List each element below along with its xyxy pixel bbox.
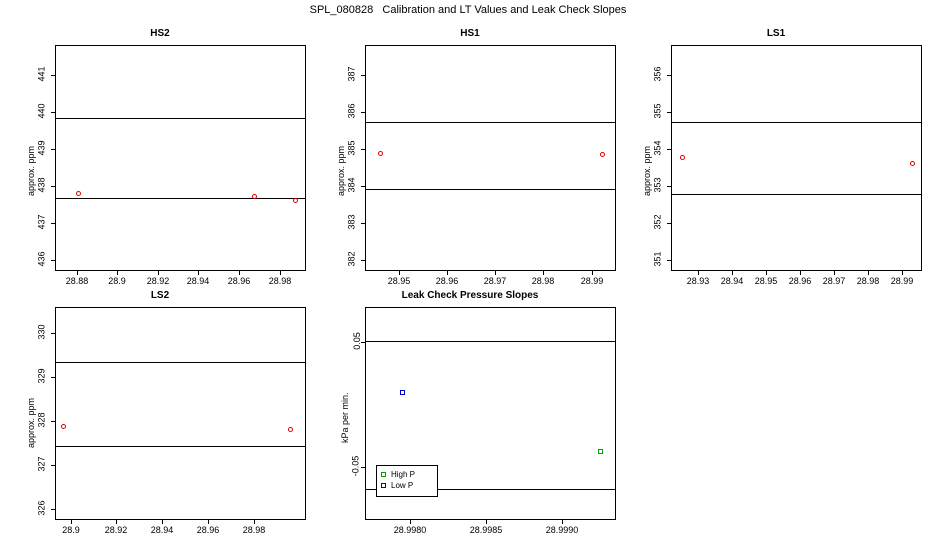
limit-line-upper (366, 341, 615, 342)
y-tick-label: 436 (36, 251, 47, 267)
page-title: SPL_080828 Calibration and LT Values and Leak Check Slopes (309, 4, 627, 16)
data-point (600, 152, 605, 157)
y-tick-label: 387 (346, 66, 357, 82)
y-tick-label: 330 (36, 324, 47, 340)
plot-area-ls1 (671, 45, 922, 271)
x-tick-label: 28.92 (146, 276, 170, 286)
legend-key-low-p (381, 483, 386, 488)
y-tick-label: -0.05 (350, 455, 361, 477)
x-tick-label: 28.94 (150, 525, 174, 535)
panel-hs2 (10, 26, 310, 286)
x-tick-label: 28.99 (580, 276, 604, 286)
legend-entry-low-p (381, 480, 433, 491)
y-axis-label-hs2: approx. ppm (26, 145, 36, 196)
y-tick-label: 351 (652, 251, 663, 267)
x-tick-label: 28.9 (108, 276, 126, 286)
y-tick-label: 383 (346, 214, 357, 230)
x-tick-label: 28.96 (788, 276, 812, 286)
x-tick-label: 28.9980 (393, 525, 427, 535)
limit-line-upper (56, 118, 305, 119)
x-tick-label: 28.96 (227, 276, 251, 286)
panel-title-hs1: HS1 (460, 28, 480, 39)
limit-line-lower (366, 189, 615, 190)
legend-entry-high-p (381, 469, 433, 480)
y-tick-label: 328 (36, 412, 47, 428)
x-tick-label: 28.94 (720, 276, 744, 286)
data-point (61, 424, 66, 429)
x-tick-label: 28.99 (890, 276, 914, 286)
legend-key-high-p (381, 472, 386, 477)
y-tick-label: 356 (652, 66, 663, 82)
y-tick-label: 326 (36, 500, 47, 516)
limit-line-upper (56, 362, 305, 363)
y-tick-label: 0.05 (352, 332, 363, 350)
y-tick-label: 353 (652, 177, 663, 193)
y-axis-label-hs1: approx. ppm (336, 145, 346, 196)
legend (376, 465, 438, 497)
y-tick-label: 352 (652, 214, 663, 230)
data-point (252, 194, 257, 199)
panel-hs1 (320, 26, 620, 286)
y-tick-label: 440 (36, 103, 47, 119)
limit-line-lower (672, 194, 921, 195)
y-tick-label: 327 (36, 456, 47, 472)
data-point (910, 161, 915, 166)
panel-ls2 (10, 288, 310, 538)
x-tick-label: 28.97 (822, 276, 846, 286)
x-tick-label: 28.96 (196, 525, 220, 535)
x-tick-label: 28.93 (686, 276, 710, 286)
panel-title-ls2: LS2 (150, 290, 170, 301)
y-tick-label: 329 (36, 368, 47, 384)
x-tick-label: 28.9990 (545, 525, 579, 535)
x-tick-label: 28.98 (531, 276, 555, 286)
data-point (293, 198, 298, 203)
y-tick-label: 438 (36, 177, 47, 193)
y-tick-label: 437 (36, 214, 47, 230)
y-tick-label: 385 (346, 140, 357, 156)
legend-label-low-p: Low P (391, 481, 414, 490)
data-point (288, 427, 293, 432)
y-tick-label: 382 (346, 251, 357, 267)
plot-area-hs1 (365, 45, 616, 271)
panel-title-leak-check: Leak Check Pressure Slopes (401, 290, 539, 301)
panel-title-ls1: LS1 (766, 28, 786, 39)
data-point (378, 151, 383, 156)
limit-line-upper (672, 122, 921, 123)
limit-line-lower (56, 446, 305, 447)
y-tick-label: 439 (36, 140, 47, 156)
plot-area-hs2 (55, 45, 306, 271)
x-tick-label: 28.94 (186, 276, 210, 286)
x-tick-label: 28.96 (435, 276, 459, 286)
y-axis-label-ls2: approx. ppm (26, 397, 36, 448)
limit-line-upper (366, 122, 615, 123)
x-tick-label: 28.98 (856, 276, 880, 286)
x-tick-label: 28.98 (242, 525, 266, 535)
y-tick-label: 441 (36, 66, 47, 82)
y-axis-label-leak-check: kPa per min. (340, 392, 350, 443)
x-tick-label: 28.92 (104, 525, 128, 535)
panel-ls1 (626, 26, 926, 286)
x-tick-label: 28.97 (483, 276, 507, 286)
plot-area-leak-check (365, 307, 616, 520)
panel-leak-check-pressure-slopes (320, 288, 620, 538)
x-tick-label: 28.88 (65, 276, 89, 286)
x-tick-label: 28.95 (387, 276, 411, 286)
x-tick-label: 28.95 (754, 276, 778, 286)
plot-area-ls2 (55, 307, 306, 520)
x-tick-label: 28.98 (268, 276, 292, 286)
y-tick-label: 354 (652, 140, 663, 156)
data-point (680, 155, 685, 160)
y-tick-label: 355 (652, 103, 663, 119)
data-point (76, 191, 81, 196)
data-point-low-p (400, 390, 405, 395)
legend-label-high-p: High P (391, 470, 416, 479)
x-tick-label: 28.9 (62, 525, 80, 535)
y-tick-label: 384 (346, 177, 357, 193)
panel-title-hs2: HS2 (150, 28, 170, 39)
data-point-high-p (598, 449, 603, 454)
limit-line-lower (56, 198, 305, 199)
x-tick-label: 28.9985 (469, 525, 503, 535)
y-axis-label-ls1: approx. ppm (642, 145, 652, 196)
y-tick-label: 386 (346, 103, 357, 119)
